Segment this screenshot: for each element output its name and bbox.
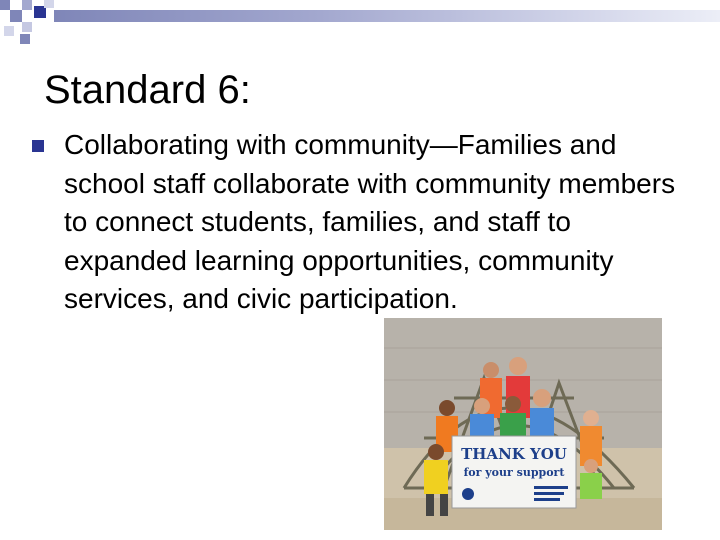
slide-title: Standard 6: [44, 68, 251, 112]
photo-illustration [384, 318, 662, 530]
bullet-marker [32, 140, 44, 152]
banner-line1: THANK YOU [461, 445, 567, 463]
header-accent-bar [54, 10, 720, 22]
banner-line2: for your support [463, 466, 565, 479]
bullet-text: Collaborating with community—Families and school staff collaborate with community members to connect students, families, and staff to expanded learning opportunities, community services, and civic participation. [64, 129, 676, 314]
corner-decoration [0, 0, 60, 50]
thank-you-banner [452, 436, 576, 508]
group-photo [384, 318, 662, 530]
